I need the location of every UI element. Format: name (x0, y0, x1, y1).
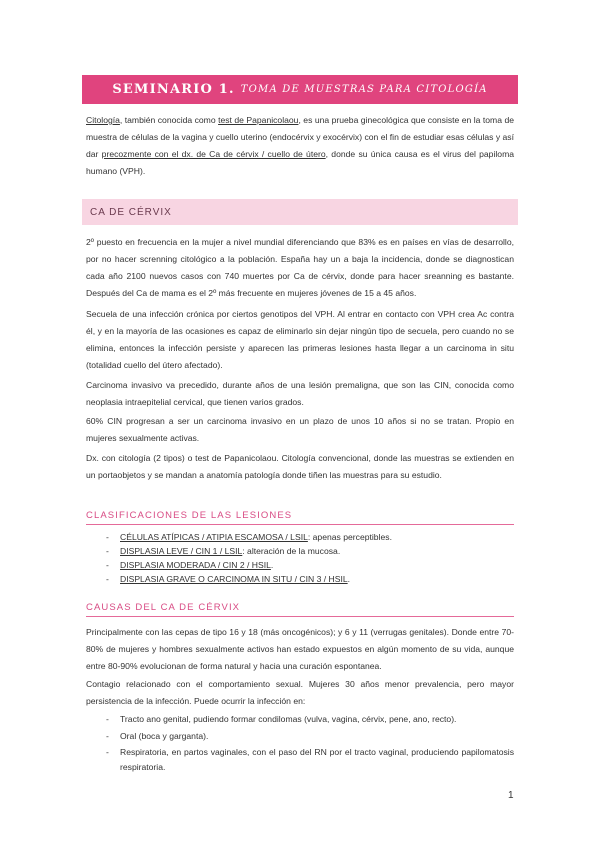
intro-paragraph: Citología, también conocida como test de Papanicolaou, es una prueba ginecológica que consiste en la toma de muestra de células de la vagina y cuello uterino (endocérvix y exocérvix) con el fin de estudiar esas células y así dar precozmente con el dx. de Ca de cérvix / cuello de útero, donde su única causa es el virus del papiloma humano (VPH). (86, 115, 515, 176)
title-bold: SEMINARIO 1. (112, 82, 235, 97)
intro-link-citologia[interactable]: Citología (86, 115, 120, 125)
classification-link[interactable]: DISPLASIA GRAVE O CARCINOMA IN SITU / CIN 3 / HSIL (120, 574, 348, 584)
subheading-classifications: CLASIFICACIONES DE LAS LESIONES (86, 510, 293, 521)
list-item: - DISPLASIA MODERADA / CIN 2 / HSIL. (106, 560, 274, 570)
section1-paragraph-1: 2º puesto en frecuencia en la mujer a nivel mundial diferenciando que 83% es en países en vías de desarrollo, por no hacer screnning citológico a la población. España hay un a baja la incidencia, donde se diagnostican cada año 2100 nuevos casos con 740 muertes por Ca de cérvix, donde para hacer sreanning es bastante. Después del Ca de mama es el 2º más frecuente en mujeres jóvenes de 15 a 45 años. (86, 237, 514, 298)
infection-sites-list (86, 712, 514, 777)
list-item: - Tracto ano genital, pudiendo formar condilomas (vulva, vagina, cérvix, pene, ano, recto). (106, 714, 457, 724)
list-item: - DISPLASIA GRAVE O CARCINOMA IN SITU / CIN 3 / HSIL. (106, 574, 351, 584)
causes-paragraph-2: Contagio relacionado con el comportamiento sexual. Mujeres 30 años menor prevalencia, pero mayor persistencia de la infección. Puede ocurrir la infección en: (86, 679, 514, 706)
subheading-causes: CAUSAS DEL CA DE CÉRVIX (86, 602, 241, 613)
document-title-banner (82, 75, 518, 104)
intro-link-papanicolaou[interactable]: test de Papanicolaou (218, 115, 299, 125)
intro-link-diagnosis[interactable]: precozmente con el dx. de Ca de cérvix / cuello de útero (101, 149, 326, 159)
page-number: 1 (508, 790, 514, 801)
divider-line (86, 524, 514, 525)
section1-paragraph-4: 60% CIN progresan a ser un carcinoma invasivo en un plazo de unos 10 años si no se tratan. Propio en mujeres sexualmente activas. (86, 416, 514, 443)
divider-line (86, 616, 514, 617)
section-heading-ca-cervix: CA DE CÉRVIX (82, 199, 518, 225)
title-subtitle: TOMA DE MUESTRAS PARA CITOLOGÍA (240, 84, 488, 95)
list-item: - Respiratoria, en partos vaginales, con el paso del RN por el tracto vaginal, produciendo papilomatosis respiratoria. (106, 747, 514, 772)
classification-link[interactable]: CÉLULAS ATÍPICAS / ATIPIA ESCAMOSA / LSIL (120, 532, 308, 542)
classification-list (86, 530, 514, 586)
causes-paragraph-1: Principalmente con las cepas de tipo 16 y 18 (más oncogénicos); y 6 y 11 (verrugas genitales). Donde entre 70-80% de mujeres y hombres sexualmente activos han estado expuestos en algún momento de su vida, aunque entre 80-90% evolucionan de forma natural y hacia una curación espontanea. (86, 627, 514, 671)
section1-paragraph-2: Secuela de una infección crónica por ciertos genotipos del VPH. Al entrar en contacto con VPH crea Ac contra él, y en la mayoría de las ocasiones es capaz de eliminarlo sin dejar ningún tipo de secuela, pero cuando no se elimina, entonces la infección persiste y aparecen las primeras lesiones hasta llegar a un carcinoma in situ (totalidad cuello del útero afectado). (86, 309, 514, 370)
section1-paragraph-3: Carcinoma invasivo va precedido, durante años de una lesión premaligna, que son las CIN, conocida como neoplasia intraepitelial cervical, que tienen varios grados. (86, 380, 514, 407)
classification-link[interactable]: DISPLASIA MODERADA / CIN 2 / HSIL (120, 560, 271, 570)
list-item: - Oral (boca y garganta). (106, 730, 209, 741)
section1-paragraph-5: Dx. con citología (2 tipos) o test de Papanicolaou. Citología convencional, donde las muestras se extienden en un portaobjetos y se mandan a anatomía patología donde tiñen las muestras para su estudio. (86, 453, 514, 480)
list-item: - DISPLASIA LEVE / CIN 1 / LSIL: alteración de la mucosa. (106, 546, 341, 556)
classification-link[interactable]: DISPLASIA LEVE / CIN 1 / LSIL (120, 546, 243, 556)
list-item: - CÉLULAS ATÍPICAS / ATIPIA ESCAMOSA / LSIL: apenas perceptibles. (106, 532, 392, 542)
